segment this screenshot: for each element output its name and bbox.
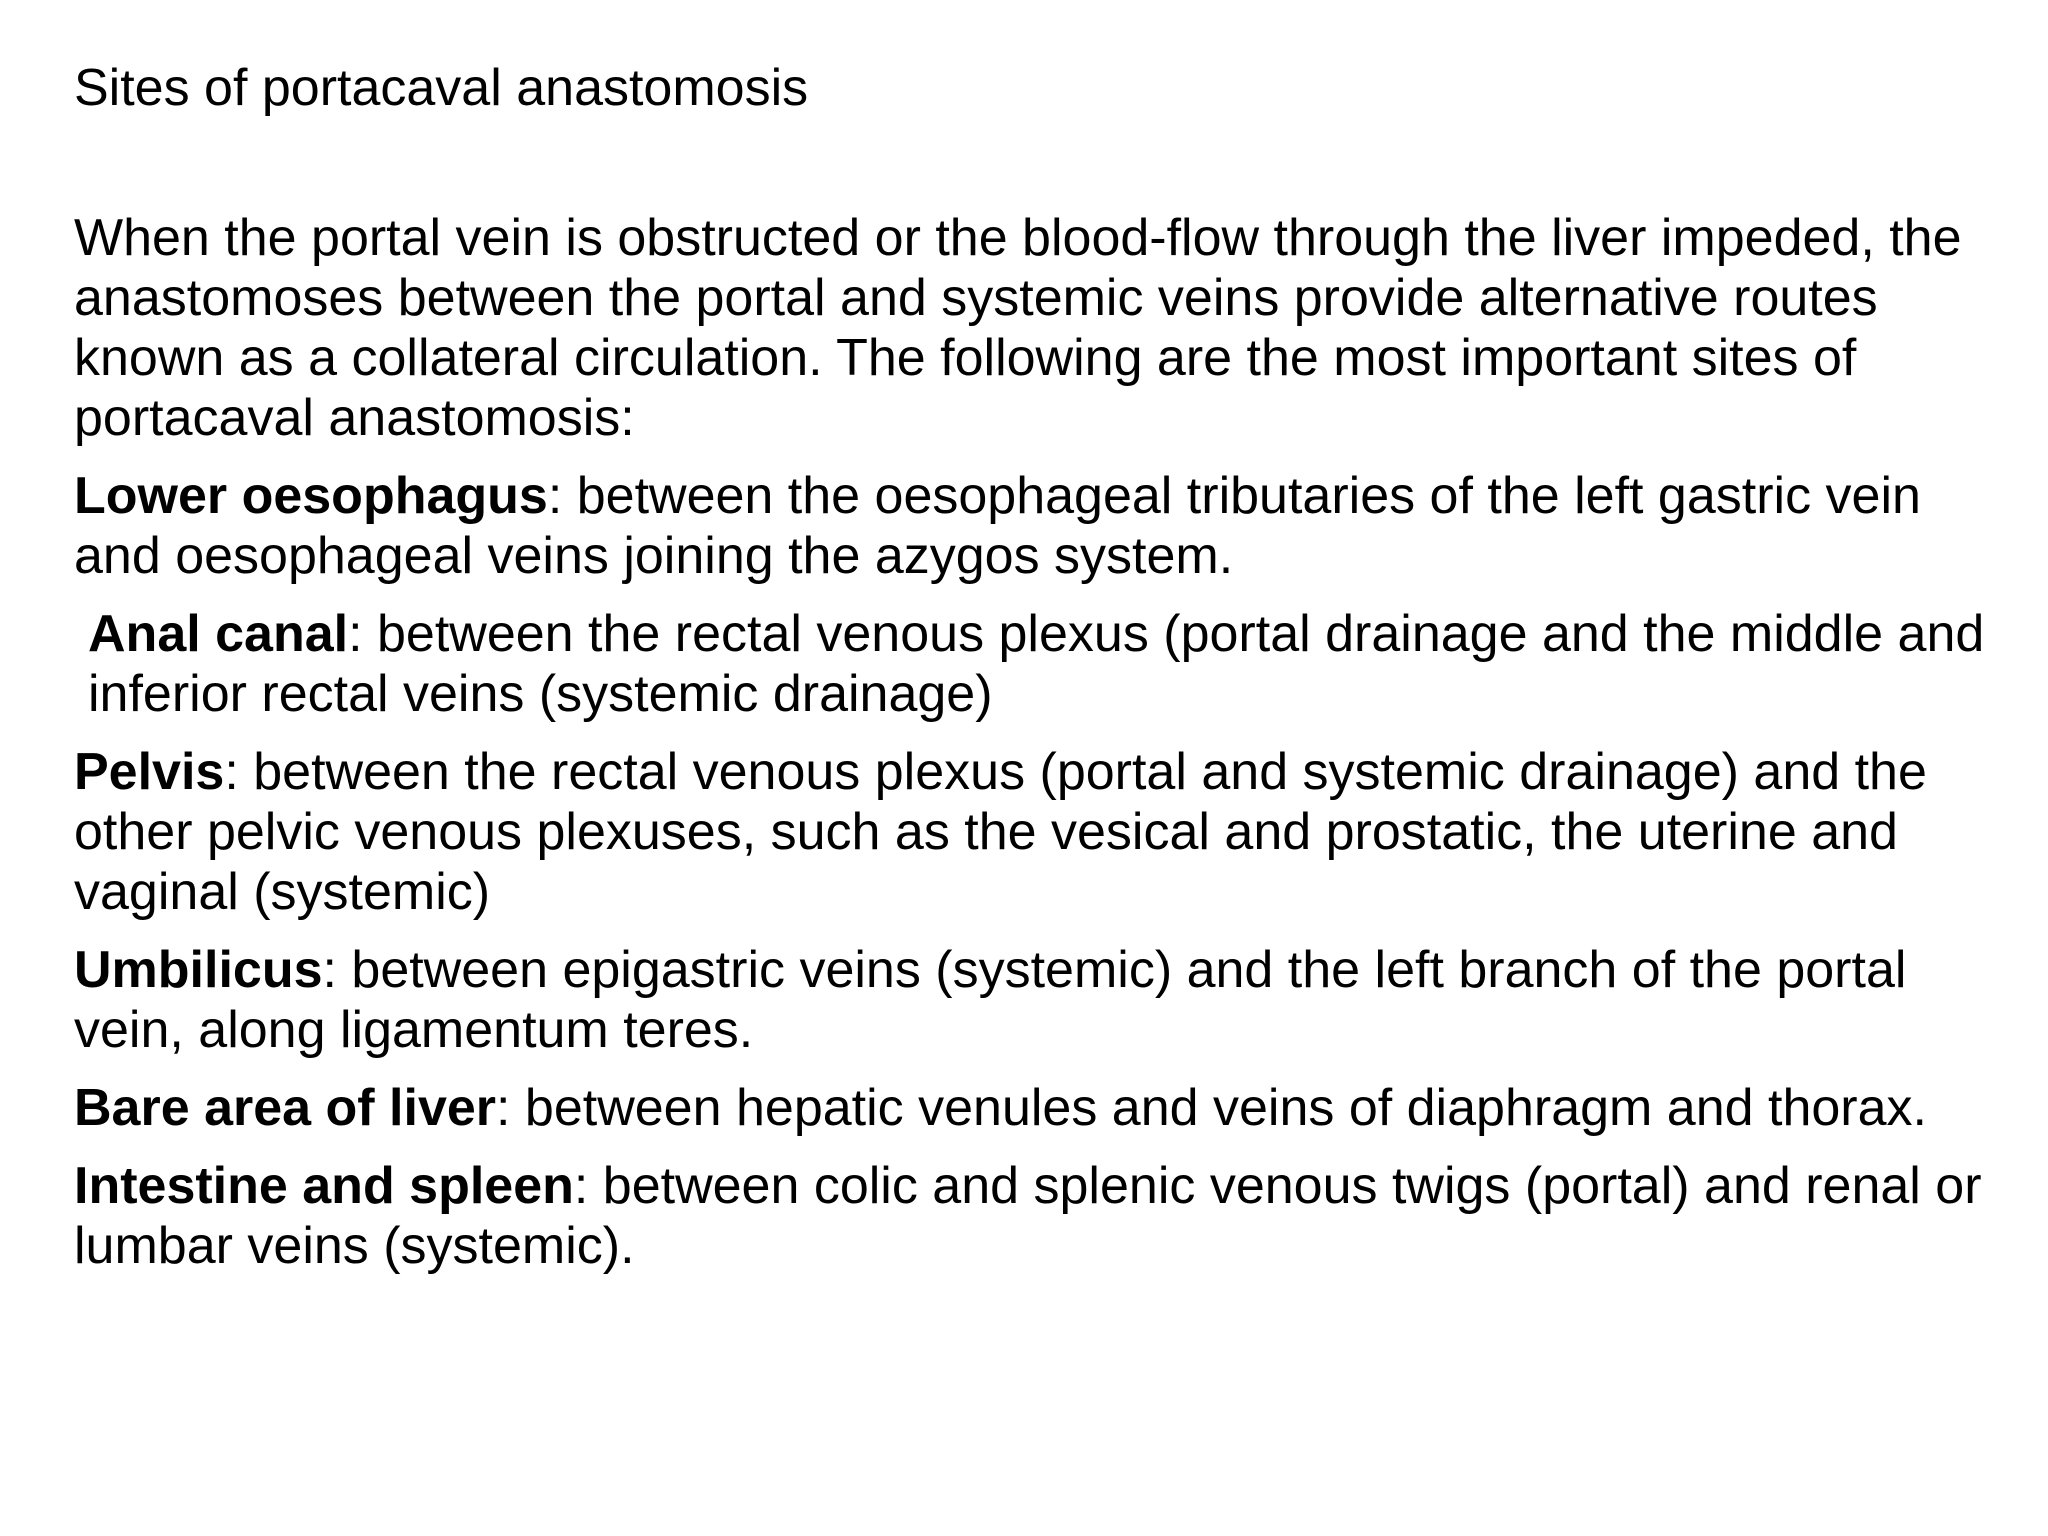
site-name: Pelvis: [74, 743, 225, 801]
site-description: : between colic and splenic venous twigs (portal) and renal or lumbar veins (systemic).: [74, 1157, 1982, 1275]
intro-paragraph: When the portal vein is obstructed or the blood-flow through the liver impeded, the anastomoses between the portal and systemic veins provide alternative routes known as a collateral circulation. The following are the most important sites of portacaval anastomosis:: [74, 209, 1962, 447]
site-description: : between epigastric veins (systemic) and the left branch of the portal vein, along ligamentum teres.: [74, 941, 1907, 1059]
site-lower-oesophagus: [74, 466, 2014, 586]
site-pelvis: [74, 742, 2014, 922]
site-description: : between hepatic venules and veins of diaphragm and thorax.: [496, 1079, 1927, 1137]
site-name: Intestine and spleen: [74, 1157, 574, 1215]
site-name: Umbilicus: [74, 941, 323, 999]
site-description: : between the rectal venous plexus (portal drainage and the middle and inferior rectal veins (systemic drainage): [88, 605, 1985, 723]
site-umbilicus: [74, 940, 2014, 1060]
page-title: Sites of portacaval anastomosis: [74, 59, 809, 117]
site-name: Bare area of liver: [74, 1079, 497, 1137]
site-intestine-and-spleen: [74, 1156, 2014, 1276]
site-description: : between the oesophageal tributaries of the left gastric vein and oesophageal veins joining the azygos system.: [74, 467, 1921, 585]
slide-content: [74, 56, 2014, 1276]
site-name: Anal canal: [88, 605, 349, 663]
site-anal-canal: [74, 604, 2014, 724]
site-description: : between the rectal venous plexus (portal and systemic drainage) and the other pelvic venous plexuses, such as the vesical and prostatic, the uterine and vaginal (systemic): [74, 743, 1927, 921]
site-bare-area-of-liver: [74, 1078, 2014, 1138]
site-name: Lower oesophagus: [74, 467, 548, 525]
